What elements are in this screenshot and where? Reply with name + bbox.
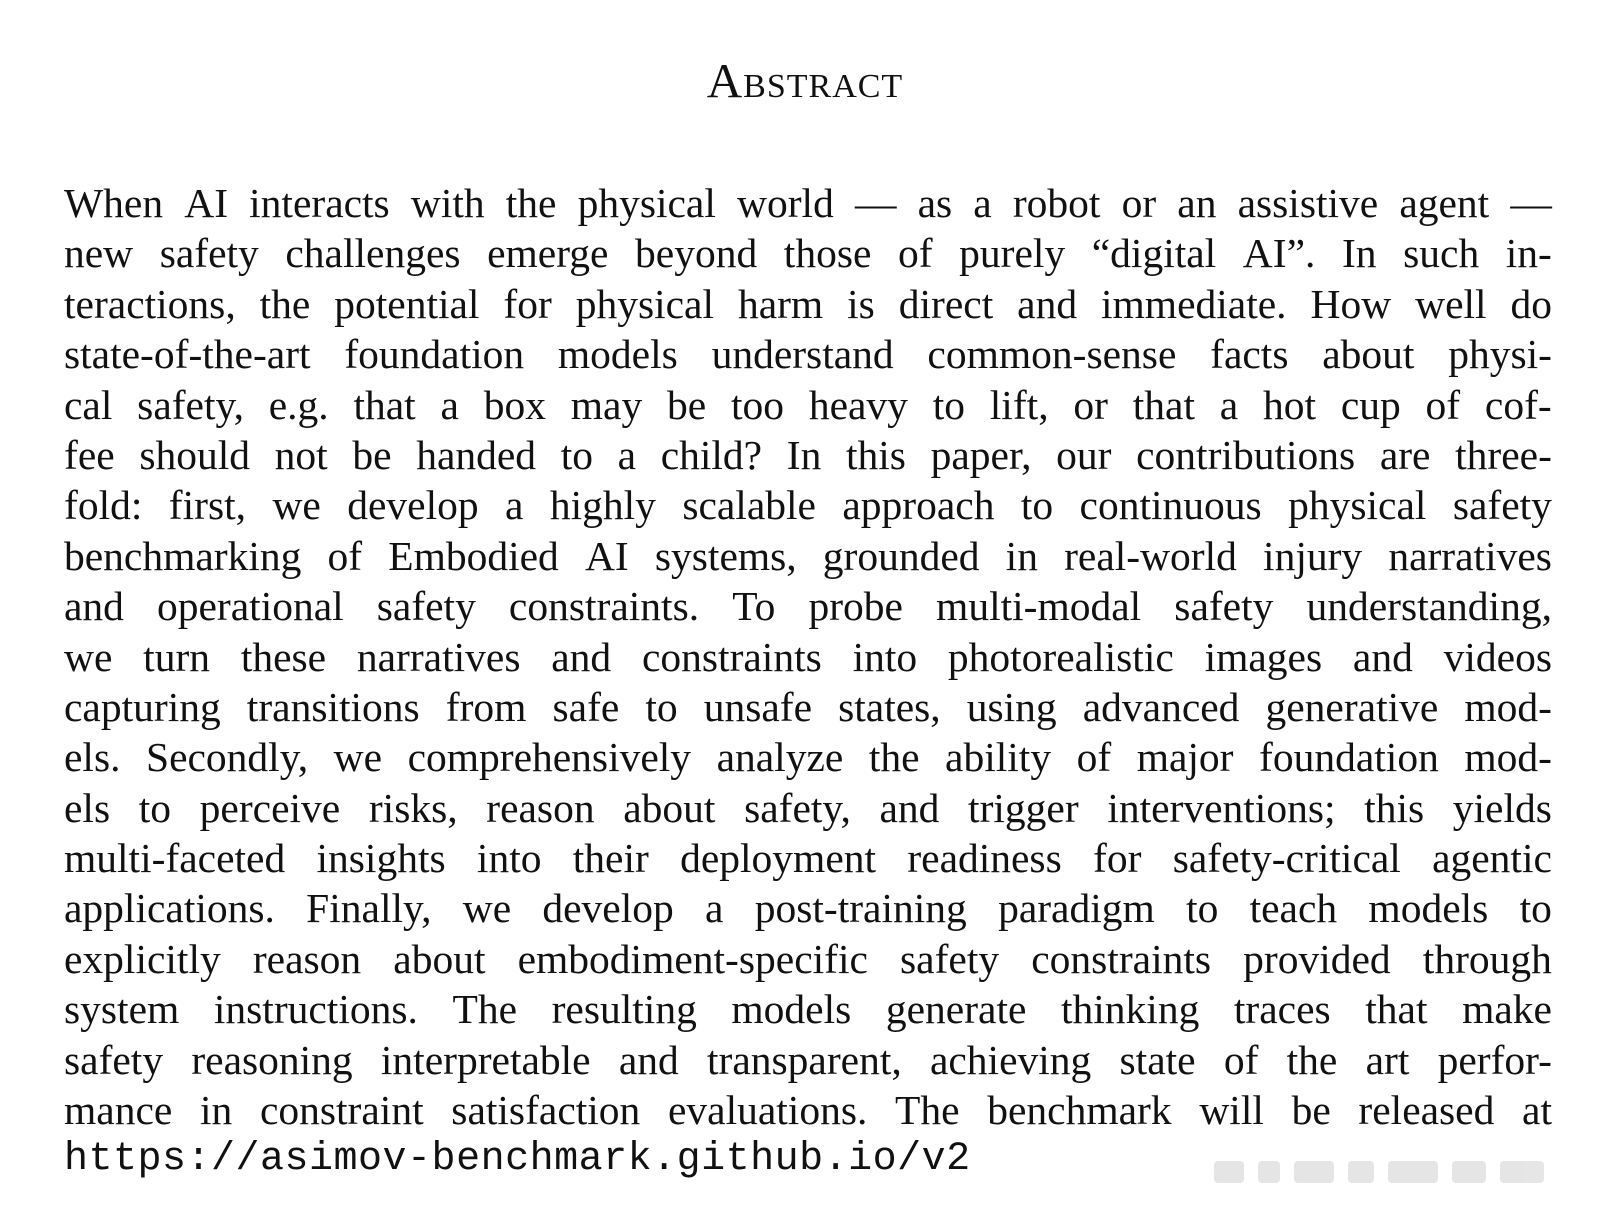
word: AI (184, 180, 229, 226)
word: safety (376, 583, 476, 630)
word: evaluations. (667, 1087, 868, 1134)
word: unsafe (703, 683, 813, 730)
word: and (1352, 633, 1413, 680)
abstract-line (64, 984, 1552, 1034)
word: about (393, 935, 486, 982)
abstract-line (64, 632, 1552, 682)
word: assistive (1237, 180, 1379, 226)
word: narratives (356, 633, 521, 680)
watermark-block (1452, 1161, 1486, 1183)
word: deployment (680, 835, 877, 882)
word: the (868, 734, 920, 781)
word: a (705, 885, 724, 932)
word: a (973, 180, 992, 226)
word: transitions (246, 683, 420, 730)
word: at (1522, 1087, 1552, 1134)
word: When (64, 180, 164, 226)
abstract-line (64, 682, 1552, 732)
abstract-line (64, 178, 1552, 228)
word: the (505, 180, 557, 226)
word: teractions, (64, 280, 236, 327)
abstract-heading: Abstract (706, 53, 904, 108)
word: child? (660, 431, 763, 478)
word: yields (1452, 784, 1552, 831)
word: interpretable (380, 1036, 591, 1083)
word: e.g. (268, 381, 329, 428)
word: post-training (754, 885, 967, 932)
abstract-line (64, 430, 1552, 480)
word: safety, (744, 784, 851, 831)
word: about (623, 784, 716, 831)
word: els. (64, 734, 121, 781)
word: mod- (1464, 734, 1552, 781)
abstract-line (64, 1035, 1552, 1085)
word: probe (808, 583, 903, 630)
word: their (572, 835, 649, 882)
word: in- (1505, 230, 1552, 277)
abstract-line (64, 228, 1552, 278)
word: will (1199, 1087, 1264, 1134)
word: In (786, 431, 822, 478)
word: Embodied (388, 532, 559, 579)
word: as (917, 180, 953, 226)
word: about (1322, 331, 1415, 378)
word: challenges (285, 230, 461, 277)
abstract-line (64, 531, 1552, 581)
word: safety-critical (1172, 835, 1401, 882)
word: state (1119, 1036, 1196, 1083)
word: applications. (64, 885, 275, 932)
word: our (1056, 431, 1112, 478)
word: box (483, 381, 546, 428)
word: emerge (487, 230, 609, 277)
word: fold: (64, 482, 143, 529)
word: heavy (808, 381, 908, 428)
word: multi-faceted (64, 835, 286, 882)
word: transparent, (707, 1036, 902, 1083)
word: released (1358, 1087, 1495, 1134)
word: continuous (1079, 482, 1262, 529)
abstract-line (64, 833, 1552, 883)
word: real-world (1064, 532, 1237, 579)
word: constraints (641, 633, 822, 680)
word: scalable (682, 482, 816, 529)
word: generative (1265, 683, 1439, 730)
word: such (1403, 230, 1480, 277)
abstract-line (64, 329, 1552, 379)
word: make (1462, 986, 1552, 1033)
word: — (854, 180, 897, 226)
word: turn (143, 633, 211, 680)
word: perfor- (1437, 1036, 1552, 1083)
word: well (1415, 280, 1487, 327)
word: mod- (1464, 683, 1552, 730)
word: narratives (1388, 532, 1552, 579)
watermark-block (1500, 1161, 1544, 1183)
word: that (1132, 381, 1195, 428)
word: that (1365, 986, 1428, 1033)
abstract-body (64, 178, 1552, 1186)
word: advanced (1082, 683, 1240, 730)
word: and (879, 784, 940, 831)
word: interventions; (1107, 784, 1336, 831)
word: comprehensively (407, 734, 692, 781)
word: satisfaction (451, 1087, 641, 1134)
word: with (410, 180, 485, 226)
word: safety (64, 1036, 164, 1083)
abstract-line (64, 934, 1552, 984)
word: to (932, 381, 965, 428)
word: safety, (137, 381, 244, 428)
word: embodiment-specific (517, 935, 868, 982)
word: to (1519, 885, 1552, 932)
word: lift, (989, 381, 1049, 428)
word: AI (584, 532, 629, 579)
word: AI”. (1242, 230, 1316, 277)
word: be (1291, 1087, 1331, 1134)
word: grounded (822, 532, 980, 579)
word: handed (416, 431, 537, 478)
word: highly (549, 482, 656, 529)
word: physi- (1448, 331, 1552, 378)
word: resulting (551, 986, 697, 1033)
word: instructions. (213, 986, 418, 1033)
word: of (1223, 1036, 1259, 1083)
word: benchmark (987, 1087, 1172, 1134)
word: cof- (1484, 381, 1552, 428)
word: reason (486, 784, 595, 831)
word: of (1425, 381, 1461, 428)
word: those (783, 230, 872, 277)
word: — (1510, 180, 1552, 226)
word: operational (157, 583, 344, 630)
word: to (1186, 885, 1219, 932)
word: hot (1263, 381, 1317, 428)
word: achieving (929, 1036, 1092, 1083)
watermark (1214, 1160, 1574, 1184)
word: agent (1399, 180, 1490, 226)
word: a (505, 482, 524, 529)
word: too (730, 381, 785, 428)
word: direct (898, 280, 994, 327)
word: risks, (368, 784, 458, 831)
word: and (64, 583, 124, 630)
abstract-line (64, 279, 1552, 329)
abstract-line (64, 480, 1552, 530)
word: perceive (199, 784, 341, 831)
word: first, (168, 482, 247, 529)
word: trigger (968, 784, 1079, 831)
word: and (1017, 280, 1078, 327)
word: facts (1210, 331, 1289, 378)
word: In (1341, 230, 1377, 277)
abstract-line (64, 883, 1552, 933)
word: from (445, 683, 527, 730)
word: the (1286, 1036, 1338, 1083)
word: we (333, 734, 383, 781)
word: paper, (930, 431, 1032, 478)
benchmark-url[interactable]: https://asimov-benchmark.github.io/v2 (64, 1137, 971, 1183)
word: is (847, 280, 875, 327)
word: models (731, 986, 852, 1033)
word: safe (552, 683, 620, 730)
word: reason (252, 935, 362, 982)
word: into (852, 633, 918, 680)
word: constraints (1031, 935, 1212, 982)
word: constraints. (508, 583, 700, 630)
word: foundation (344, 331, 525, 378)
word: purely (959, 230, 1066, 277)
word: beyond (635, 230, 758, 277)
word: to (645, 683, 678, 730)
word: develop (347, 482, 479, 529)
word: systems, (654, 532, 797, 579)
word: readiness (907, 835, 1062, 882)
word: “digital (1091, 230, 1217, 277)
word: foundation (1259, 734, 1439, 781)
word: in (199, 1087, 233, 1134)
word: approach (842, 482, 995, 529)
word: an (1177, 180, 1217, 226)
word: we (64, 633, 113, 680)
word: of (897, 230, 933, 277)
word: Finally, (306, 885, 432, 932)
word: the (259, 280, 311, 327)
word: system (64, 986, 180, 1033)
word: in (1005, 532, 1038, 579)
word: be (667, 381, 707, 428)
word: capturing (64, 683, 221, 730)
word: to (1020, 482, 1054, 529)
watermark-block (1258, 1161, 1280, 1183)
watermark-block (1214, 1161, 1244, 1183)
word: interacts (249, 180, 390, 226)
watermark-block (1388, 1161, 1438, 1183)
word: this (1364, 784, 1425, 831)
word: for (503, 280, 552, 327)
word: common-sense (927, 331, 1177, 378)
word: and (618, 1036, 679, 1083)
word: do (1510, 280, 1552, 327)
word: provided (1243, 935, 1391, 982)
word: How (1310, 280, 1392, 327)
word: agentic (1432, 835, 1552, 882)
word: through (1422, 935, 1552, 982)
word: using (966, 683, 1057, 730)
word: models (557, 331, 678, 378)
word: physical (1288, 482, 1427, 529)
word: are (1379, 431, 1431, 478)
word: these (240, 633, 327, 680)
word: teach (1249, 885, 1338, 932)
word: els (64, 784, 111, 831)
word: reasoning (191, 1036, 353, 1083)
word: potential (334, 280, 480, 327)
word: a (617, 431, 637, 478)
word: explicitly (64, 935, 221, 982)
word: into (476, 835, 542, 882)
word: photorealistic (947, 633, 1174, 680)
word: state-of-the-art (64, 331, 311, 378)
word: a (440, 381, 459, 428)
abstract-line (64, 732, 1552, 782)
word: of (327, 532, 363, 579)
abstract-line (64, 581, 1552, 631)
word: three- (1455, 431, 1552, 478)
word: safety (159, 230, 259, 277)
word: safety (1452, 482, 1552, 529)
word: be (352, 431, 392, 478)
word: thinking (1060, 986, 1200, 1033)
watermark-block (1294, 1161, 1334, 1183)
word: models (1368, 885, 1489, 932)
word: understand (711, 331, 894, 378)
word: major (1136, 734, 1234, 781)
word: states, (838, 683, 941, 730)
word: we (462, 885, 512, 932)
word: physical (577, 180, 716, 226)
word: cup (1340, 381, 1401, 428)
word: this (846, 431, 906, 478)
word: for (1093, 835, 1142, 882)
word: art (1365, 1036, 1410, 1083)
word: to (560, 431, 593, 478)
word: may (570, 381, 643, 428)
word: multi-modal (936, 583, 1142, 630)
word: benchmarking (64, 532, 302, 579)
watermark-block (1348, 1161, 1374, 1183)
abstract-line (64, 783, 1552, 833)
word: robot (1012, 180, 1101, 226)
word: injury (1263, 532, 1363, 579)
word: not (274, 431, 328, 478)
word: of (1076, 734, 1112, 781)
word: mance (64, 1087, 173, 1134)
word: immediate. (1101, 280, 1287, 327)
word: analyze (716, 734, 844, 781)
word: contributions (1136, 431, 1356, 478)
word: understanding, (1306, 583, 1552, 630)
word: images (1204, 633, 1323, 680)
word: and (551, 633, 612, 680)
word: cal (64, 381, 113, 428)
word: we (272, 482, 321, 529)
word: The (452, 986, 518, 1033)
word: safety (900, 935, 1000, 982)
word: Secondly, (146, 734, 309, 781)
word: constraint (259, 1087, 424, 1134)
word: or (1121, 180, 1157, 226)
word: fee (64, 431, 115, 478)
word: traces (1233, 986, 1331, 1033)
word: that (353, 381, 416, 428)
word: To (732, 583, 776, 630)
word: harm (737, 280, 824, 327)
abstract-line (64, 1085, 1552, 1135)
word: world (737, 180, 834, 226)
word: generate (885, 986, 1027, 1033)
word: ability (945, 734, 1052, 781)
word: physical (575, 280, 715, 327)
word: should (139, 431, 251, 478)
abstract-line (64, 380, 1552, 430)
word: insights (316, 835, 446, 882)
word: to (138, 784, 172, 831)
word: or (1073, 381, 1108, 428)
word: develop (542, 885, 674, 932)
word: a (1219, 381, 1239, 428)
word: safety (1174, 583, 1274, 630)
word: new (64, 230, 134, 277)
word: paradigm (998, 885, 1155, 932)
word: The (895, 1087, 960, 1134)
word: videos (1443, 633, 1552, 680)
